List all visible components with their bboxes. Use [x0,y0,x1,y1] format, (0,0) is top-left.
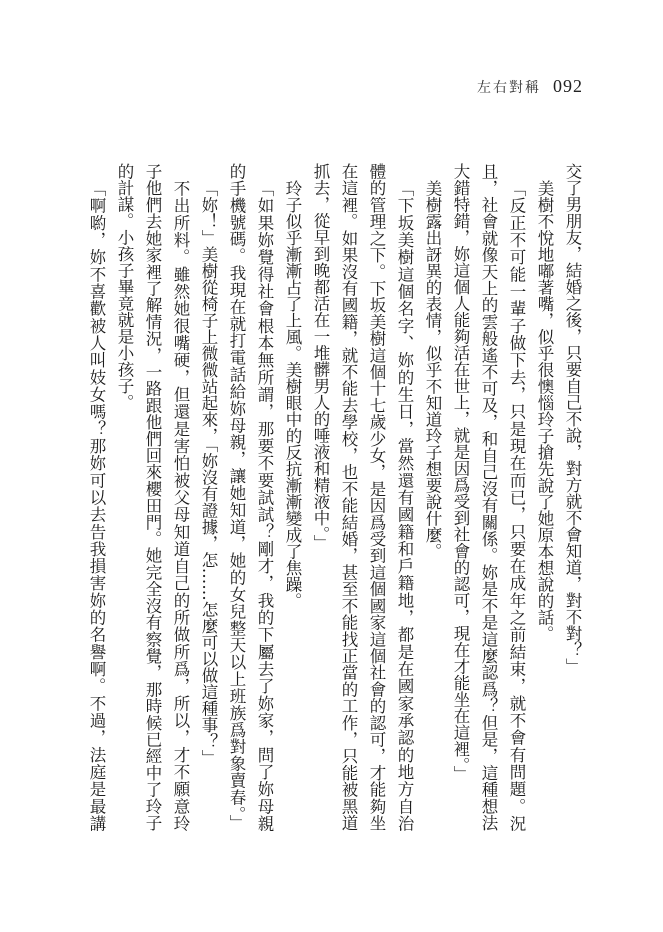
text-column: 體的管理之下。下坂美樹這個十七歲少女，是因爲受到這個國家這個社會的認可，才能夠坐 [367,163,386,831]
text-column: 不出所料。雖然她很嘴硬，但還是害怕被父母知道自己的所做所爲，所以，才不願意玲 [171,179,190,831]
body-text [82,163,586,835]
text-column: 「妳！」美樹從椅子上微微站起來，「妳沒有證據，怎……怎麼可以做這種事？」 [199,179,218,766]
text-column: 美樹露出訝異的表情，似乎不知道玲子想要說什麼。 [423,179,442,559]
text-column: 的計謀。小孩子畢竟就是小孩子。 [115,163,134,411]
text-column: 在這裡。如果沒有國籍，就不能去學校，也不能結婚，甚至不能找正當的工作，只能被黑道 [339,163,358,831]
running-head [477,76,583,97]
text-column: 「下坂美樹這個名字、妳的生日，當然還有國籍和戶籍地，都是在國家承認的地方自治 [395,179,414,831]
text-column: 抓去，從早到晚都活在一堆髒男人的唾液和精液中。」 [311,163,330,551]
text-column: 「反正不可能一輩子做下去，只是現在而已，只要在成年之前結束，就不會有問題。況 [507,179,526,831]
text-column: 玲子似乎漸漸占了上風。美樹眼中的反抗漸漸變成了焦躁。 [283,179,302,609]
text-column: 「如果妳覺得社會根本無所謂，那要不要試試？剛才，我的下屬去了妳家，問了妳母親 [255,179,274,831]
text-column: 子他們去她家裡了解情況，一路跟他們回來櫻田門。她完全沒有察覺，那時候已經中了玲子 [143,163,162,831]
text-column: 的手機號碼。我現在就打電話給妳母親，讓她知道，她的女兒整天以上班族爲對象賣春。」 [227,163,246,831]
text-column: 且，社會就像天上的雲般遙不可及，和自己沒有關係。妳是不是這麼認爲？但是，這種想法 [479,163,498,831]
text-column: 大錯特錯，妳這個人能夠活在世上，就是因爲受到社會的認可，現在才能坐在這裡。」 [451,163,470,782]
running-title: 左右對稱 [477,80,541,96]
text-column: 「啊喲，妳不喜歡被人叫妓女嗎？那妳可以去告我損害妳的名譽啊。不過，法庭是最講 [87,179,106,831]
page-number: 092 [553,76,583,96]
text-column: 美樹不悅地嘟著嘴，似乎很懊惱玲子搶先說了她原本想說的話。 [535,179,554,642]
text-column: 交了男朋友，結婚之後，只要自己不說，對方就不會知道，對不對？」 [563,163,582,675]
